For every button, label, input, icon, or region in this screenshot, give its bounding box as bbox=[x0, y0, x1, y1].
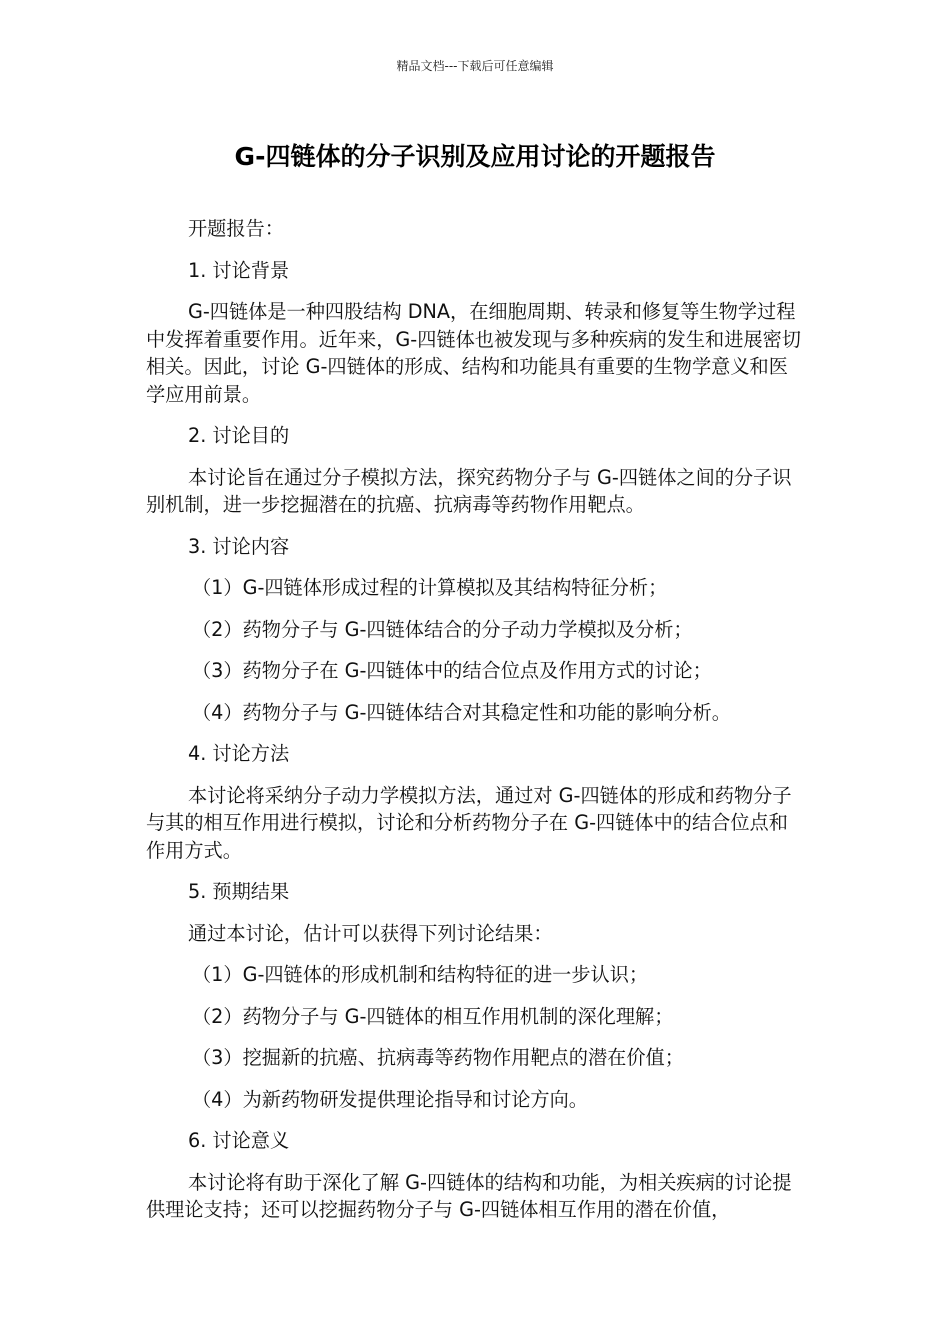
content-item-2: （2）药物分子与 G-四链体结合的分子动力学模拟及分析； bbox=[192, 617, 693, 641]
section-heading-method: 4. 讨论方法 bbox=[188, 742, 290, 765]
result-item-3: （3）挖掘新的抗癌、抗病毒等药物作用靶点的潜在价值； bbox=[192, 1046, 684, 1069]
section-heading-content: 3. 讨论内容 bbox=[188, 534, 290, 558]
result-item-2: （2）药物分子与 G-四链体的相互作用机制的深化理解； bbox=[192, 1004, 674, 1028]
content-item-4: （4）药物分子与 G-四链体结合对其稳定性和功能的影响分析。 bbox=[192, 700, 731, 724]
section-heading-expected-results: 5. 预期结果 bbox=[188, 880, 290, 903]
section-heading-purpose: 2. 讨论目的 bbox=[188, 424, 290, 447]
intro-label: 开题报告： bbox=[188, 217, 284, 240]
content-item-3: （3）药物分子在 G-四链体中的结合位点及作用方式的讨论； bbox=[192, 659, 712, 682]
result-item-4: （4）为新药物研发提供理论指导和讨论方向。 bbox=[192, 1087, 588, 1111]
section-heading-significance: 6. 讨论意义 bbox=[188, 1129, 290, 1152]
header-note: 精品文档---下载后可任意编辑 bbox=[396, 59, 554, 73]
paragraph-background: G-四链体是一种四股结构 DNA，在细胞周期、转录和修复等生物学过程中发挥着重要作用。近年来，G-四链体也被发现与多种疾病的发生和进展密切相关。因此，讨论 G-四链体的形成、结构和功能具有重要的生物学意义和医学应用前景。 bbox=[146, 300, 801, 406]
section-heading-background: 1. 讨论背景 bbox=[188, 258, 290, 282]
paragraph-purpose: 本讨论旨在通过分子模拟方法，探究药物分子与 G-四链体之间的分子识别机制，进一步挖掘潜在的抗癌、抗病毒等药物作用靶点。 bbox=[146, 465, 792, 516]
paragraph-method: 本讨论将采纳分子动力学模拟方法，通过对 G-四链体的形成和药物分子与其的相互作用进行模拟，讨论和分析药物分子在 G-四链体中的结合位点和作用方式。 bbox=[146, 783, 792, 862]
paragraph-expected-results-intro: 通过本讨论，估计可以获得下列讨论结果： bbox=[188, 921, 553, 945]
content-item-1: （1）G-四链体形成过程的计算模拟及其结构特征分析； bbox=[192, 576, 668, 599]
document-title: G-四链体的分子识别及应用讨论的开题报告 bbox=[234, 142, 716, 171]
paragraph-significance: 本讨论将有助于深化了解 G-四链体的结构和功能，为相关疾病的讨论提供理论支持；还可以挖掘药物分子与 G-四链体相互作用的潜在价值， bbox=[146, 1170, 792, 1221]
result-item-1: （1）G-四链体的形成机制和结构特征的进一步认识； bbox=[192, 963, 649, 986]
document-body bbox=[146, 215, 804, 1238]
